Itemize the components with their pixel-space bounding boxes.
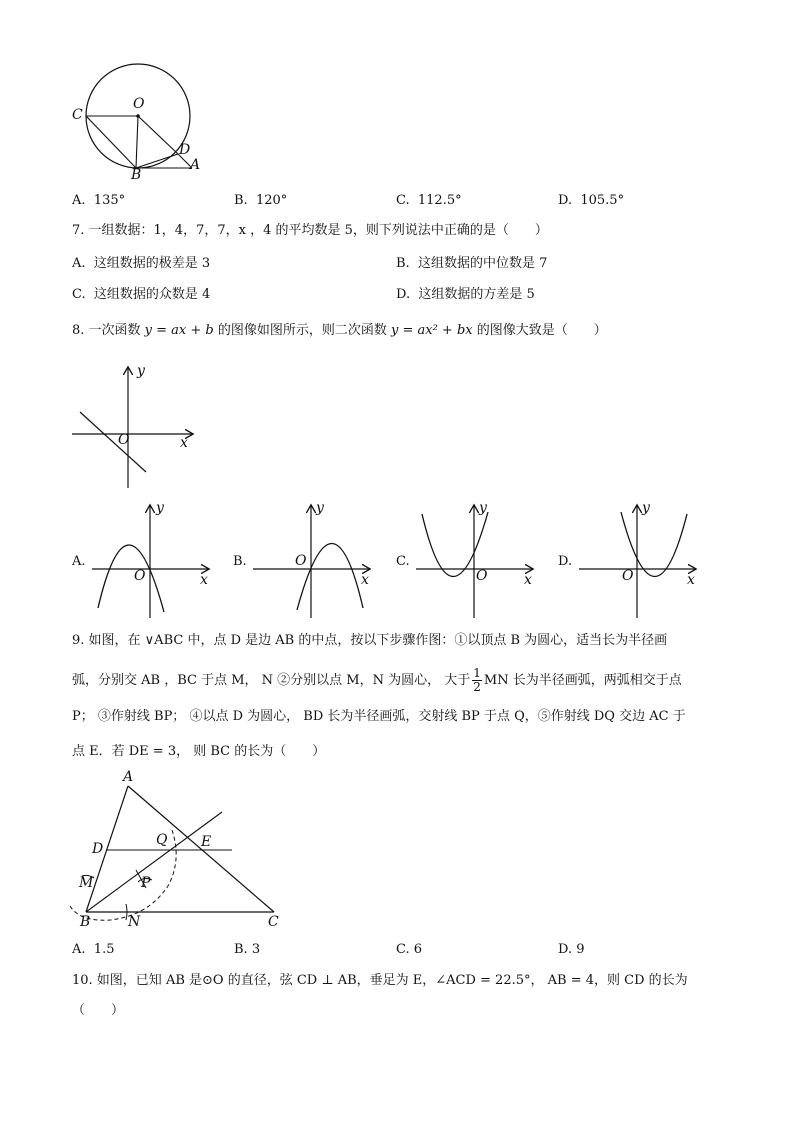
q8-graph-a[interactable] [88, 500, 218, 620]
label-a: A [190, 157, 201, 173]
q8d-x: x [687, 572, 695, 588]
q8-graph-d[interactable] [575, 500, 705, 620]
q9-label-e: E [201, 834, 212, 850]
q9-label-d: D [92, 841, 104, 857]
q7-option-d[interactable]: D. 这组数据的方差是 5 [396, 287, 535, 302]
q9-label-n: N [128, 914, 141, 930]
q9-option-a[interactable]: A. 1.5 [72, 942, 115, 957]
q8a-o: O [134, 568, 146, 584]
q8d-o: O [622, 568, 634, 584]
q9-label-q: Q [156, 832, 168, 848]
q9-label-b: B [80, 914, 91, 930]
q9-line-2: 弧，分别交 AB ，BC 于点 M， N ②分别以点 M，N 为圆心， 大于 $\frac{1}{2}$ MN 长为半径画弧，两弧相交于点 [72, 666, 682, 694]
q9-line-3: P； ③作射线 BP； ④以点 D 为圆心， BD 长为半径画弧，交射线 BP 于点 Q，⑤作射线 DQ 交边 AC 于 [72, 709, 686, 724]
q8-graph-b[interactable] [249, 500, 379, 620]
q8a-x: x [200, 572, 208, 588]
q8-graph-c[interactable] [412, 500, 542, 620]
q9-label-m: M [79, 875, 94, 891]
q8-linear-expr: y = ax + b [144, 323, 214, 338]
q9-option-d[interactable]: D. 9 [558, 942, 585, 957]
q8c-y: y [479, 500, 487, 516]
q8-x-label: x [180, 435, 188, 451]
q9-line-4: 点 E．若 DE = 3， 则 BC 的长为（ ） [72, 744, 326, 759]
q7-stem: 7. 一组数据：1，4，7，7，x ，4 的平均数是 5，则下列说法中正确的是（ ） [72, 223, 548, 238]
q8b-x: x [361, 572, 369, 588]
q9-option-c[interactable]: C. 6 [396, 942, 423, 957]
q10-line-2: （ ） [72, 1003, 125, 1018]
q9-label-c: C [268, 914, 279, 930]
q8-option-a[interactable]: A. [72, 554, 86, 569]
q8-option-b[interactable]: B. [233, 554, 247, 569]
q8-option-d[interactable]: D. [558, 554, 573, 569]
label-d: D [179, 142, 191, 158]
q8-quadratic-expr: y = ax² + bx [391, 323, 473, 338]
q7-option-a[interactable]: A. 这组数据的极差是 3 [72, 256, 211, 271]
q8b-y: y [316, 500, 324, 516]
q9-label-p: P [141, 875, 151, 891]
q8-origin-label: O [118, 432, 130, 448]
q6-option-d[interactable]: D. 105.5° [558, 193, 625, 208]
q6-option-c[interactable]: C. 112.5° [396, 193, 462, 208]
q7-option-b[interactable]: B. 这组数据的中位数是 7 [396, 256, 548, 271]
q8-stem: 8. 一次函数 y = ax + b 的图像如图所示，则二次函数 y = ax² + bx 的图像大致是（ ） [72, 323, 607, 338]
q6-option-b[interactable]: B. 120° [234, 193, 288, 208]
q9-label-a: A [123, 769, 134, 785]
label-o: O [133, 96, 145, 112]
q10-line-1: 10. 如图，已知 AB 是⊙O 的直径，弦 CD ⊥ AB，垂足为 E，∠ACD = 22.5°， AB = 4，则 CD 的长为 [72, 973, 688, 988]
q9-option-b[interactable]: B. 3 [234, 942, 261, 957]
q6-option-a[interactable]: A. 135° [72, 193, 126, 208]
label-c: C [72, 107, 83, 123]
q8-option-c[interactable]: C. [396, 554, 410, 569]
q8-y-label: y [137, 363, 145, 379]
q8b-o: O [295, 553, 307, 569]
q8c-x: x [524, 572, 532, 588]
q9-line-1: 9. 如图，在 ∨ABC 中，点 D 是边 AB 的中点，按以下步骤作图：①以顶点 B 为圆心，适当长为半径画 [72, 633, 668, 648]
label-b: B [131, 167, 142, 183]
q8a-y: y [156, 500, 164, 516]
q8d-y: y [642, 500, 650, 516]
q9-fraction: $\frac{1}{2}$ [473, 666, 481, 694]
q8c-o: O [476, 568, 488, 584]
q7-option-c[interactable]: C. 这组数据的众数是 4 [72, 287, 211, 302]
q6-circle-diagram [70, 70, 200, 180]
